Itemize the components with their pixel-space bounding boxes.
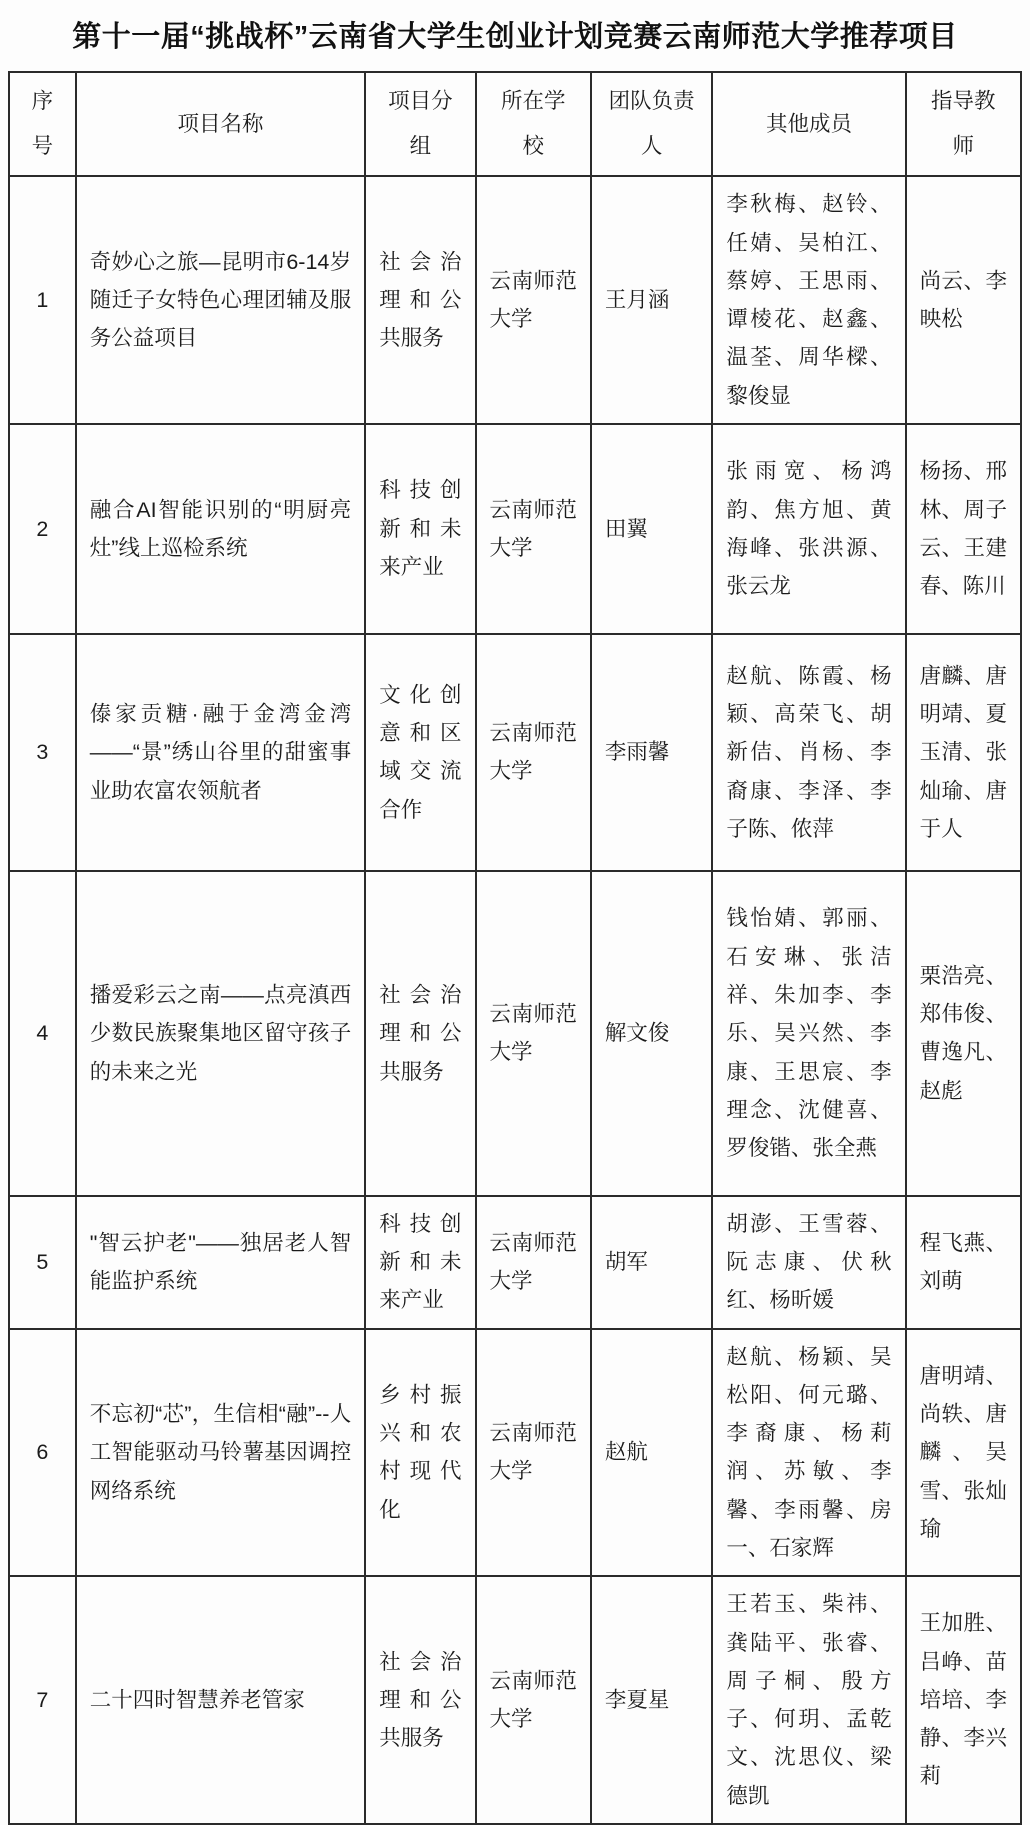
column-header-school: 所在学校 xyxy=(476,72,591,176)
column-header-name: 项目名称 xyxy=(76,72,365,176)
serial-cell: 7 xyxy=(9,1576,76,1824)
leader-cell: 田翼 xyxy=(591,424,712,634)
leader-cell: 胡军 xyxy=(591,1196,712,1329)
leader-cell: 王月涵 xyxy=(591,176,712,424)
school-cell: 云南师范大学 xyxy=(476,871,591,1196)
column-header-teachers: 指导教师 xyxy=(906,72,1021,176)
table-row xyxy=(9,424,1021,634)
school-cell: 云南师范大学 xyxy=(476,634,591,871)
group-cell: 社会治理和公共服务 xyxy=(365,871,475,1196)
school-cell: 云南师范大学 xyxy=(476,1576,591,1824)
group-cell: 文化创意和区域交流合作 xyxy=(365,634,475,871)
members-cell: 胡澎、王雪蓉、阮志康、伏秋红、杨昕媛 xyxy=(712,1196,905,1329)
projects-table xyxy=(8,71,1022,1825)
table-row xyxy=(9,1576,1021,1824)
serial-cell: 1 xyxy=(9,176,76,424)
table-row xyxy=(9,634,1021,871)
table-row xyxy=(9,871,1021,1196)
serial-cell: 3 xyxy=(9,634,76,871)
project-name-cell: 二十四时智慧养老管家 xyxy=(76,1576,365,1824)
school-cell: 云南师范大学 xyxy=(476,1196,591,1329)
header-row xyxy=(9,72,1021,176)
column-header-leader: 团队负责人 xyxy=(591,72,712,176)
teachers-cell: 栗浩亮、郑伟俊、曹逸凡、赵彪 xyxy=(906,871,1021,1196)
school-cell: 云南师范大学 xyxy=(476,176,591,424)
members-cell: 张雨宽、杨鸿韵、焦方旭、黄海峰、张洪源、张云龙 xyxy=(712,424,905,634)
teachers-cell: 尚云、李映松 xyxy=(906,176,1021,424)
project-name-cell: 不忘初“芯”，生信相“融”--人工智能驱动马铃薯基因调控网络系统 xyxy=(76,1329,365,1577)
school-cell: 云南师范大学 xyxy=(476,1329,591,1577)
serial-cell: 5 xyxy=(9,1196,76,1329)
members-cell: 赵航、杨颖、吴松阳、何元璐、李裔康、杨莉润、苏敏、李馨、李雨馨、房一、石家辉 xyxy=(712,1329,905,1577)
group-cell: 科技创新和未来产业 xyxy=(365,1196,475,1329)
page-title: 第十一届“挑战杯”云南省大学生创业计划竞赛云南师范大学推荐项目 xyxy=(72,21,958,53)
leader-cell: 李雨馨 xyxy=(591,634,712,871)
serial-cell: 4 xyxy=(9,871,76,1196)
project-name-cell: 傣家贡糖·融于金湾金湾——“景”绣山谷里的甜蜜事业助农富农领航者 xyxy=(76,634,365,871)
leader-cell: 李夏星 xyxy=(591,1576,712,1824)
teachers-cell: 唐明靖、尚轶、唐麟、吴雪、张灿瑜 xyxy=(906,1329,1021,1577)
members-cell: 钱怡婧、郭丽、石安琳、张洁祥、朱加李、李乐、吴兴然、李康、王思宸、李理念、沈健喜、罗俊锴、张全燕 xyxy=(712,871,905,1196)
leader-cell: 赵航 xyxy=(591,1329,712,1577)
table-row xyxy=(9,176,1021,424)
school-cell: 云南师范大学 xyxy=(476,424,591,634)
project-name-cell: "智云护老"——独居老人智能监护系统 xyxy=(76,1196,365,1329)
teachers-cell: 唐麟、唐明靖、夏玉清、张灿瑜、唐于人 xyxy=(906,634,1021,871)
serial-cell: 6 xyxy=(9,1329,76,1577)
members-cell: 赵航、陈霞、杨颖、高荣飞、胡新佶、肖杨、李裔康、李泽、李子陈、侬萍 xyxy=(712,634,905,871)
group-cell: 科技创新和未来产业 xyxy=(365,424,475,634)
leader-cell: 解文俊 xyxy=(591,871,712,1196)
members-cell: 李秋梅、赵铃、任婧、吴柏江、蔡婷、王思雨、谭棱花、赵鑫、温荃、周华樑、黎俊显 xyxy=(712,176,905,424)
members-cell: 王若玉、柴祎、龚陆平、张睿、周子桐、殷方子、何玥、孟乾文、沈思仪、梁德凯 xyxy=(712,1576,905,1824)
table-row xyxy=(9,1329,1021,1577)
teachers-cell: 程飞燕、刘萌 xyxy=(906,1196,1021,1329)
teachers-cell: 杨扬、邢林、周子云、王建春、陈川 xyxy=(906,424,1021,634)
column-header-no: 序号 xyxy=(9,72,76,176)
column-header-group: 项目分组 xyxy=(365,72,475,176)
group-cell: 乡村振兴和农村现代化 xyxy=(365,1329,475,1577)
column-header-members: 其他成员 xyxy=(712,72,905,176)
serial-cell: 2 xyxy=(9,424,76,634)
group-cell: 社会治理和公共服务 xyxy=(365,1576,475,1824)
project-name-cell: 播爱彩云之南——点亮滇西少数民族聚集地区留守孩子的未来之光 xyxy=(76,871,365,1196)
teachers-cell: 王加胜、吕峥、苗培培、李静、李兴莉 xyxy=(906,1576,1021,1824)
project-name-cell: 融合AI智能识别的“明厨亮灶”线上巡检系统 xyxy=(76,424,365,634)
group-cell: 社会治理和公共服务 xyxy=(365,176,475,424)
project-name-cell: 奇妙心之旅—昆明市6-14岁随迁子女特色心理团辅及服务公益项目 xyxy=(76,176,365,424)
table-row xyxy=(9,1196,1021,1329)
